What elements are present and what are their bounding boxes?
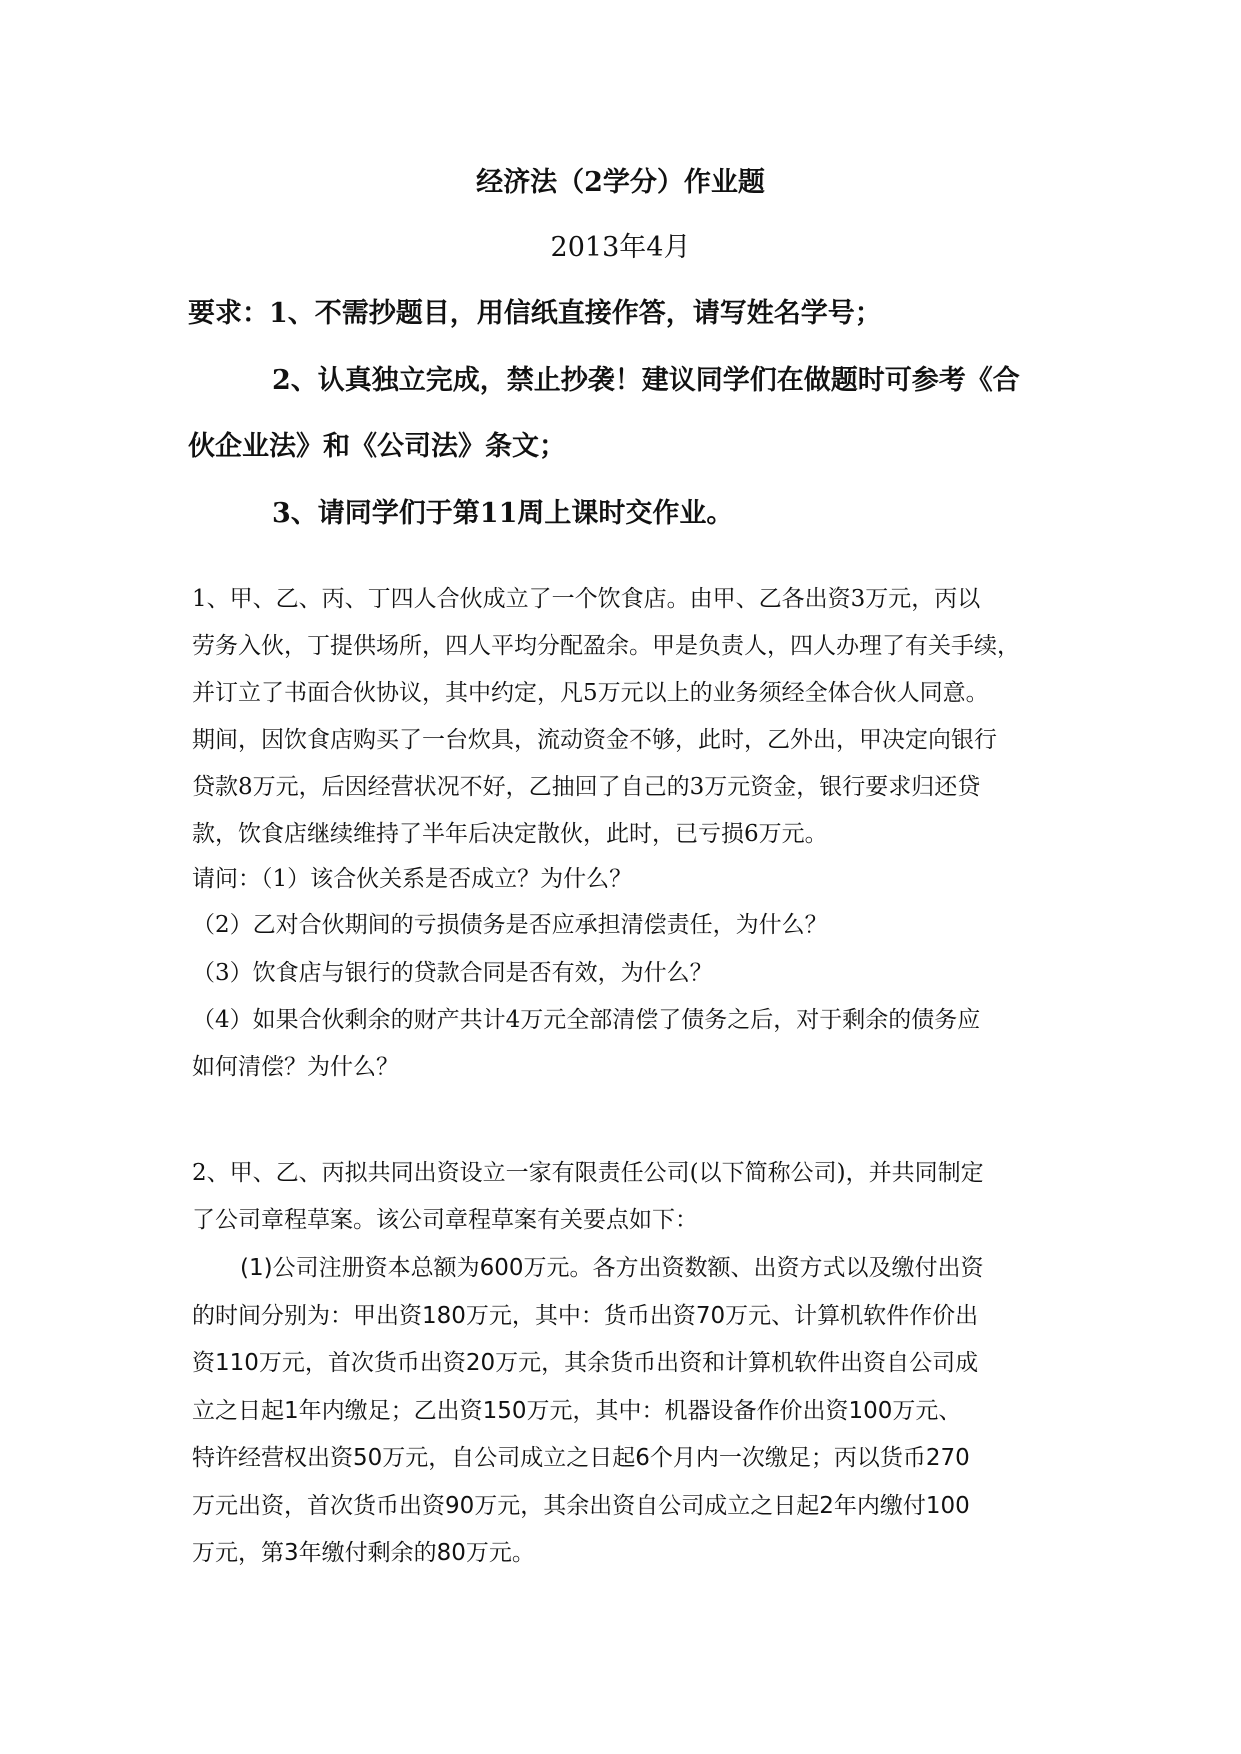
- requirement-line-3: 伙企业法》和《公司法》条文；: [188, 431, 566, 462]
- question1-line: 劳务入伙，丁提供场所，四人平均分配盈余。甲是负责人，四人办理了有关手续，: [192, 633, 1020, 659]
- question1-subquestion: （2）乙对合伙期间的亏损债务是否应承担清偿责任，为什么？: [192, 912, 828, 938]
- question2-clause: 万元出资，首次货币出资90万元，其余出资自公司成立之日起2年内缴付100: [192, 1493, 970, 1519]
- requirement-line-4: 3、请同学们于第11周上课时交作业。: [272, 498, 734, 529]
- question1-line: 并订立了书面合伙协议，其中约定，凡5万元以上的业务须经全体合伙人同意。: [192, 680, 989, 706]
- question2-clause: 资110万元，首次货币出资20万元，其余货币出资和计算机软件出资自公司成: [192, 1350, 979, 1376]
- question2-clause: 的时间分别为：甲出资180万元，其中：货币出资70万元、计算机软件作价出: [192, 1303, 979, 1329]
- question1-line: 1、甲、乙、丙、丁四人合伙成立了一个饮食店。由甲、乙各出资3万元，丙以: [192, 586, 981, 612]
- question2-clause: 立之日起1年内缴足；乙出资150万元，其中：机器设备作价出资100万元、: [192, 1398, 962, 1424]
- question1-line: 期间，因饮食店购买了一台炊具，流动资金不够，此时，乙外出，甲决定向银行: [192, 727, 997, 753]
- question2-clause: 特许经营权出资50万元，自公司成立之日起6个月内一次缴足；丙以货币270: [192, 1445, 970, 1471]
- document-title: 经济法（2学分）作业题: [476, 167, 765, 198]
- requirement-line-2: 2、认真独立完成，禁止抄袭！建议同学们在做题时可参考《合: [272, 365, 1020, 396]
- question2-clause: (1)公司注册资本总额为600万元。各方出资数额、出资方式以及缴付出资: [240, 1255, 984, 1281]
- question2-clause: 万元，第3年缴付剩余的80万元。: [192, 1540, 535, 1566]
- document-date: 2013年4月: [550, 232, 691, 263]
- question1-subquestion: 如何清偿？为什么？: [192, 1054, 399, 1080]
- question1-subquestion: （4）如果合伙剩余的财产共计4万元全部清偿了债务之后，对于剩余的债务应: [192, 1007, 981, 1033]
- question1-line: 贷款8万元，后因经营状况不好，乙抽回了自己的3万元资金，银行要求归还贷: [192, 774, 981, 800]
- question2-line: 了公司章程草案。该公司章程草案有关要点如下：: [192, 1207, 698, 1233]
- question2-line: 2、甲、乙、丙拟共同出资设立一家有限责任公司(以下简称公司)，并共同制定: [192, 1160, 984, 1186]
- question1-subquestion: （3）饮食店与银行的贷款合同是否有效，为什么？: [192, 960, 713, 986]
- question1-line: 款，饮食店继续维持了半年后决定散伙，此时，已亏损6万元。: [192, 821, 828, 847]
- requirement-line-1: 要求：1、不需抄题目，用信纸直接作答，请写姓名学号；: [188, 298, 882, 329]
- question1-subquestion: 请问：（1）该合伙关系是否成立？为什么？: [192, 866, 633, 892]
